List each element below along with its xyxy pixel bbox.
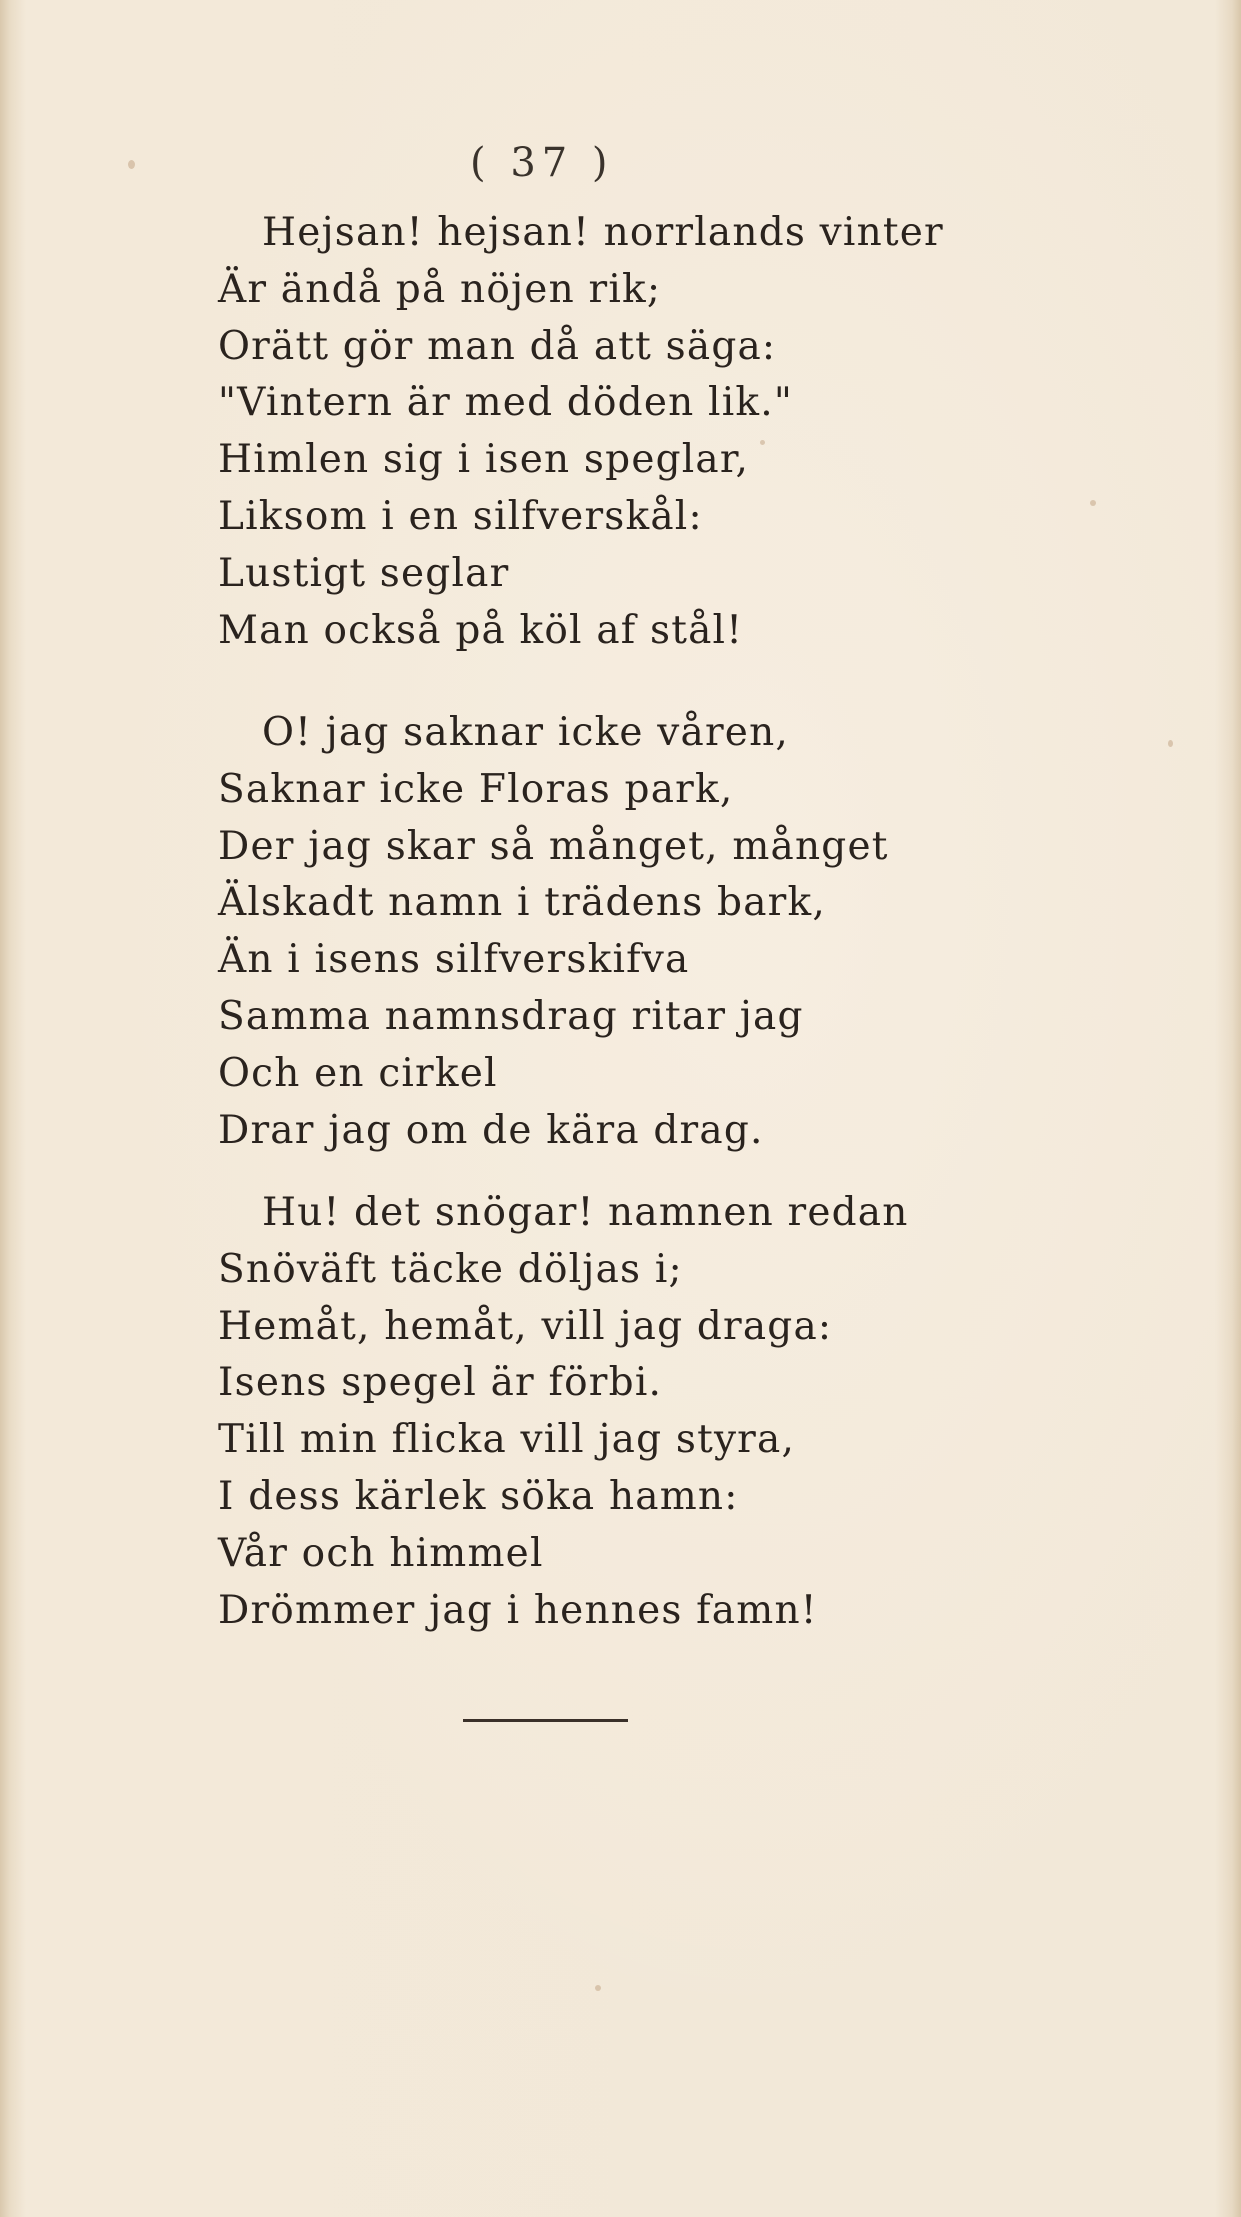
poem-line: "Vintern är med döden lik.": [218, 380, 793, 426]
page-number: ( 37 ): [470, 140, 614, 186]
poem-line: Är ändå på nöjen rik;: [218, 266, 662, 312]
poem-line: Än i isens silfverskifva: [218, 937, 690, 983]
poem-line: Orätt gör man då att säga:: [218, 323, 777, 369]
poem-line: Hejsan! hejsan! norrlands vinter: [262, 210, 944, 255]
section-end-rule: [463, 1719, 628, 1722]
poem-line: Himlen sig i isen speglar,: [218, 437, 750, 483]
poem-line: Och en cirkel: [218, 1050, 498, 1096]
poem-line: Vår och himmel: [218, 1530, 544, 1576]
paper-spot: [128, 160, 135, 169]
poem-line: O! jag saknar icke våren,: [262, 710, 790, 755]
poem-line: Samma namnsdrag ritar jag: [218, 993, 804, 1039]
stanza-3: [218, 1185, 1178, 1639]
stanza-1: [218, 205, 1178, 659]
poem-line: Hemåt, hemåt, vill jag draga:: [218, 1303, 833, 1349]
poem-line: Liksom i en silfverskål:: [218, 493, 703, 539]
poem-line: Saknar icke Floras park,: [218, 766, 734, 812]
poem-line: Drar jag om de kära drag.: [218, 1107, 764, 1153]
stanza-2: [218, 705, 1178, 1159]
poem-line: Hu! det snögar! namnen redan: [262, 1190, 909, 1235]
poem-line: Man också på köl af stål!: [218, 607, 744, 653]
poem-line: Isens spegel är förbi.: [218, 1360, 663, 1406]
poem-line: Till min flicka vill jag styra,: [218, 1417, 796, 1463]
poem-line: Drömmer jag i hennes famn!: [218, 1587, 818, 1633]
poem-line: Lustigt seglar: [218, 550, 510, 596]
poem-line: Der jag skar så månget, månget: [218, 823, 889, 869]
paper-spot: [595, 1985, 601, 1991]
poem-line: I dess kärlek söka hamn:: [218, 1473, 739, 1519]
poem-line: Snöväft täcke döljas i;: [218, 1246, 683, 1292]
poem-line: Älskadt namn i trädens bark,: [218, 880, 826, 926]
